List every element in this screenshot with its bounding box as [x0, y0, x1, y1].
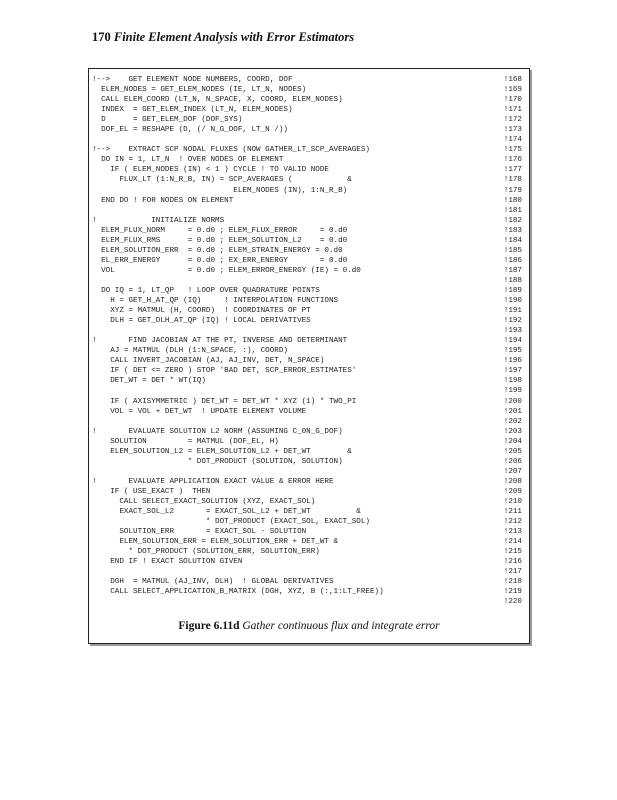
code-text: !--> GET ELEMENT NODE NUMBERS, COORD, DOF [92, 76, 293, 84]
line-number: !178 [503, 176, 522, 185]
code-line [92, 356, 526, 366]
code-line [92, 306, 526, 316]
running-header [92, 30, 532, 45]
code-text: SOLUTION = MATMUL (DOF_EL, H) [92, 437, 279, 446]
code-text: END IF ! EXACT SOLUTION GIVEN [92, 558, 243, 567]
line-number: !220 [503, 598, 522, 607]
code-text: DO IN = 1, LT_N ! OVER NODES OF ELEMENT [92, 156, 284, 165]
page-number: 170 [92, 30, 111, 44]
line-number: !211 [503, 508, 522, 517]
line-number: !213 [503, 528, 522, 537]
code-listing [92, 75, 526, 607]
code-line [92, 457, 526, 467]
code-text: DO IQ = 1, LT_QP ! LOOP OVER QUADRATURE POINTS [92, 286, 320, 295]
line-number: !215 [503, 548, 522, 557]
code-text: SOLUTION_ERR = EXACT_SOL - SOLUTION [92, 528, 307, 537]
code-text: ELEM_SOLUTION_ERR = ELEM_SOLUTION_ERR + DET_WT & [92, 538, 339, 547]
code-line [92, 175, 526, 185]
line-number: !185 [503, 246, 522, 255]
code-text: EXACT_SOL_L2 = EXACT_SOL_L2 + DET_WT & [92, 508, 361, 517]
code-text: * DOT_PRODUCT (SOLUTION, SOLUTION) [92, 457, 343, 466]
code-line [92, 537, 526, 547]
line-number: !202 [503, 417, 522, 426]
line-number: !174 [503, 136, 522, 145]
code-text: CALL ELEM_COORD (LT_N, N_SPACE, X, COORD, ELEM_NODES) [92, 96, 343, 105]
line-number: !216 [503, 558, 522, 567]
code-text: ELEM_SOLUTION_L2 = ELEM_SOLUTION_L2 + DET_WT & [92, 447, 352, 456]
code-text: H = GET_H_AT_QP (IQ) ! INTERPOLATION FUNCTIONS [92, 297, 339, 306]
code-line [92, 266, 526, 276]
figure-label: Figure 6.11d [178, 620, 240, 632]
code-text: ! INITIALIZE NORMS [92, 216, 225, 225]
code-line [92, 125, 526, 135]
code-line [92, 467, 526, 477]
code-line [92, 437, 526, 447]
code-line [92, 105, 526, 115]
code-figure [88, 68, 530, 644]
code-line [92, 407, 526, 417]
code-text: ELEM_FLUX_NORM = 0.d0 ; ELEM_FLUX_ERROR = 0.d0 [92, 226, 348, 235]
line-number: !217 [503, 568, 522, 577]
line-number: !219 [503, 588, 522, 597]
code-text: CALL SELECT_APPLICATION_B_MATRIX (DGH, XYZ, B (:,1:LT_FREE)) [92, 588, 384, 597]
code-line [92, 155, 526, 165]
code-line [92, 567, 526, 577]
code-line [92, 115, 526, 125]
line-number: !190 [503, 297, 522, 306]
code-line [92, 547, 526, 557]
code-text: D = GET_ELEM_DOF (DOF_SYS) [92, 116, 243, 125]
code-line [92, 246, 526, 256]
code-line [92, 386, 526, 396]
code-text: ELEM_SOLUTION_ERR = 0.d0 ; ELEM_STRAIN_ENERGY = 0.d0 [92, 246, 343, 255]
line-number: !176 [503, 156, 522, 165]
line-number: !199 [503, 387, 522, 396]
code-text: ! EVALUATE SOLUTION L2 NORM (ASSUMING C_0N_G_DOF) [92, 427, 343, 436]
code-line [92, 145, 526, 155]
code-text: VOL = VOL + DET_WT ! UPDATE ELEMENT VOLUME [92, 407, 307, 416]
line-number: !180 [503, 196, 522, 205]
code-text: IF ( AXISYMMETRIC ) DET_WT = DET_WT * XYZ (1) * TWO_PI [92, 397, 357, 406]
code-text: DGH = MATMUL (AJ_INV, DLH) ! GLOBAL DERIVATIVES [92, 578, 334, 587]
code-line [92, 256, 526, 266]
code-line [92, 236, 526, 246]
line-number: !210 [503, 497, 522, 506]
code-line [92, 316, 526, 326]
code-line [92, 587, 526, 597]
line-number: !170 [503, 96, 522, 105]
code-text: XYZ = MATMUL (H, COORD) ! COORDINATES OF PT [92, 307, 311, 316]
code-text: FLUX_LT (1:N_R_B, IN) = SCP_AVERAGES ( & [92, 176, 352, 185]
code-line [92, 95, 526, 105]
line-number: !208 [503, 477, 522, 486]
code-text: * DOT_PRODUCT (EXACT_SOL, EXACT_SOL) [92, 518, 370, 527]
code-line [92, 527, 526, 537]
code-text: AJ = MATMUL (DLH (1:N_SPACE, :), COORD) [92, 347, 288, 356]
code-text: ELEM_NODES (IN), 1:N_R_B) [92, 186, 348, 195]
code-text: ! FIND JACOBIAN AT THE PT, INVERSE AND DETERMINANT [92, 337, 348, 346]
code-line [92, 346, 526, 356]
code-text: INDEX = GET_ELEM_INDEX (LT_N, ELEM_NODES) [92, 106, 293, 115]
line-number: !177 [503, 166, 522, 175]
code-text: VOL = 0.d0 ; ELEM_ERROR_ENERGY (IE) = 0.d0 [92, 266, 361, 275]
code-line [92, 135, 526, 145]
code-line [92, 206, 526, 216]
line-number: !204 [503, 437, 522, 446]
code-line [92, 427, 526, 437]
line-number: !192 [503, 317, 522, 326]
line-number: !169 [503, 86, 522, 95]
line-number: !203 [503, 427, 522, 436]
line-number: !175 [503, 146, 522, 155]
code-line [92, 597, 526, 607]
line-number: !179 [503, 186, 522, 195]
code-line [92, 577, 526, 587]
line-number: !195 [503, 347, 522, 356]
line-number: !200 [503, 397, 522, 406]
line-number: !197 [503, 367, 522, 376]
line-number: !201 [503, 407, 522, 416]
code-line [92, 477, 526, 487]
line-number: !182 [503, 216, 522, 225]
code-line [92, 216, 526, 226]
code-text: !--> EXTRACT SCP NODAL FLUXES (NOW GATHER_LT_SCP_AVERAGES) [92, 146, 370, 155]
code-text: IF ( DET <= ZERO ) STOP 'BAD DET, SCP_ERROR_ESTIMATES' [92, 367, 357, 376]
line-number: !172 [503, 116, 522, 125]
code-line [92, 276, 526, 286]
code-text: * DOT_PRODUCT (SOLUTION_ERR, SOLUTION_ERR) [92, 548, 320, 557]
line-number: !214 [503, 538, 522, 547]
line-number: !171 [503, 106, 522, 115]
line-number: !189 [503, 286, 522, 295]
code-line [92, 326, 526, 336]
code-text: IF ( USE_EXACT ) THEN [92, 487, 211, 496]
code-text: END DO ! FOR NODES ON ELEMENT [92, 196, 234, 205]
code-line [92, 417, 526, 427]
figure-caption [89, 620, 529, 632]
line-number: !181 [503, 206, 522, 215]
code-line [92, 487, 526, 497]
line-number: !209 [503, 487, 522, 496]
line-number: !194 [503, 337, 522, 346]
code-text: DOF_EL = RESHAPE (D, (/ N_G_DOF, LT_N /)) [92, 126, 288, 135]
line-number: !206 [503, 457, 522, 466]
line-number: !184 [503, 236, 522, 245]
code-text: ELEM_FLUX_RMS = 0.d0 ; ELEM_SOLUTION_L2 = 0.d0 [92, 236, 348, 245]
line-number: !187 [503, 266, 522, 275]
code-line [92, 165, 526, 175]
line-number: !186 [503, 256, 522, 265]
line-number: !198 [503, 377, 522, 386]
code-line [92, 557, 526, 567]
line-number: !207 [503, 467, 522, 476]
code-line [92, 397, 526, 407]
line-number: !218 [503, 578, 522, 587]
code-line [92, 75, 526, 85]
code-line [92, 366, 526, 376]
line-number: !212 [503, 518, 522, 527]
line-number: !188 [503, 276, 522, 285]
code-text: ! EVALUATE APPLICATION EXACT VALUE & ERROR HERE [92, 477, 334, 486]
line-number: !183 [503, 226, 522, 235]
running-title: Finite Element Analysis with Error Estimators [113, 30, 355, 44]
code-text: IF ( ELEM_NODES (IN) < 1 ) CYCLE ! TO VALID NODE [92, 166, 329, 175]
line-number: !168 [503, 76, 522, 84]
code-text: CALL INVERT_JACOBIAN (AJ, AJ_INV, DET, N_SPACE) [92, 357, 325, 366]
code-line [92, 517, 526, 527]
line-number: !196 [503, 357, 522, 366]
code-line [92, 186, 526, 196]
code-line [92, 497, 526, 507]
code-text: ELEM_NODES = GET_ELEM_NODES (IE, LT_N, NODES) [92, 86, 307, 95]
code-line [92, 447, 526, 457]
line-number: !173 [503, 126, 522, 135]
code-line [92, 85, 526, 95]
code-line [92, 376, 526, 386]
code-text: DET_WT = DET * WT(IQ) [92, 377, 206, 386]
line-number: !191 [503, 307, 522, 316]
figure-caption-text: Gather continuous flux and integrate error [242, 620, 440, 632]
code-line [92, 286, 526, 296]
code-line [92, 196, 526, 206]
code-line [92, 507, 526, 517]
code-text: DLH = GET_DLH_AT_QP (IQ) ! LOCAL DERIVATIVES [92, 317, 311, 326]
code-line [92, 296, 526, 306]
line-number: !205 [503, 447, 522, 456]
code-line [92, 226, 526, 236]
code-text: EL_ERR_ENERGY = 0.d0 ; EX_ERR_ENERGY = 0.d0 [92, 256, 348, 265]
code-text: CALL SELECT_EXACT_SOLUTION (XYZ, EXACT_SOL) [92, 497, 316, 506]
line-number: !193 [503, 327, 522, 336]
code-line [92, 336, 526, 346]
